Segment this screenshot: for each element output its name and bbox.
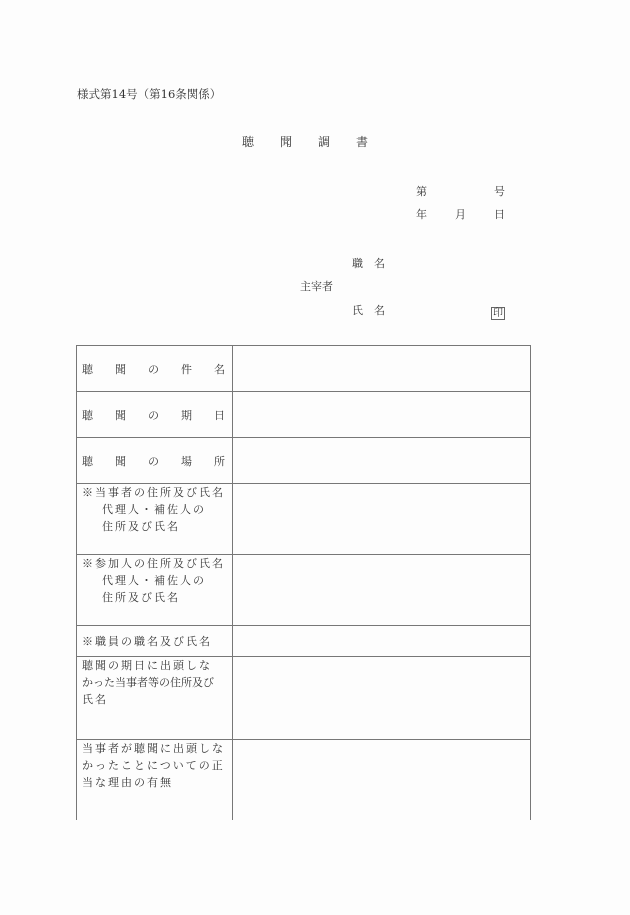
row-value-field[interactable]	[233, 392, 531, 437]
row-label: ※職員の職名及び氏名	[76, 626, 233, 656]
number-suffix: 号	[494, 185, 505, 198]
row-label: ※当事者の住所及び氏名 代理人・補佐人の 住所及び氏名	[76, 484, 233, 554]
row-value-field[interactable]	[233, 346, 531, 391]
title-char: 書	[356, 135, 369, 149]
row-label: 当事者が聴聞に出頭しな かったことについての正 当な理由の有無	[76, 740, 233, 820]
row-value-field[interactable]	[233, 740, 531, 820]
table-row	[76, 437, 531, 483]
table-row	[76, 345, 531, 391]
month-label: 月	[455, 208, 466, 221]
row-value-field[interactable]	[233, 626, 531, 656]
table-row	[76, 739, 531, 820]
row-value-field[interactable]	[233, 438, 531, 483]
table-row	[76, 483, 531, 554]
hearing-record-table	[76, 345, 531, 820]
presider-label: 主宰者	[300, 280, 333, 293]
seal-char: 印	[493, 308, 503, 319]
title-char: 調	[318, 135, 331, 149]
title-char: 聞	[280, 135, 293, 149]
row-label: ※参加人の住所及び氏名 代理人・補佐人の 住所及び氏名	[76, 555, 233, 625]
day-label: 日	[494, 208, 505, 221]
year-label: 年	[416, 208, 427, 221]
document-title	[242, 133, 394, 150]
table-row	[76, 625, 531, 656]
job-title-label: 職 名	[352, 257, 385, 270]
table-row	[76, 554, 531, 625]
table-row	[76, 391, 531, 437]
number-prefix: 第	[416, 185, 427, 198]
row-label: 聴 聞 の 件 名	[76, 346, 233, 391]
row-label: 聴 聞 の 期 日	[76, 392, 233, 437]
row-value-field[interactable]	[233, 555, 531, 625]
row-label: 聴聞の期日に出頭しな かった当事者等の住所及び 氏名	[76, 657, 233, 739]
seal-icon	[491, 301, 505, 320]
form-number: 様式第14号（第16条関係）	[77, 87, 222, 101]
row-label: 聴 聞 の 場 所	[76, 438, 233, 483]
table-row	[76, 656, 531, 739]
title-char: 聴	[242, 135, 255, 149]
row-value-field[interactable]	[233, 484, 531, 554]
row-value-field[interactable]	[233, 657, 531, 739]
name-label: 氏 名	[352, 304, 385, 317]
